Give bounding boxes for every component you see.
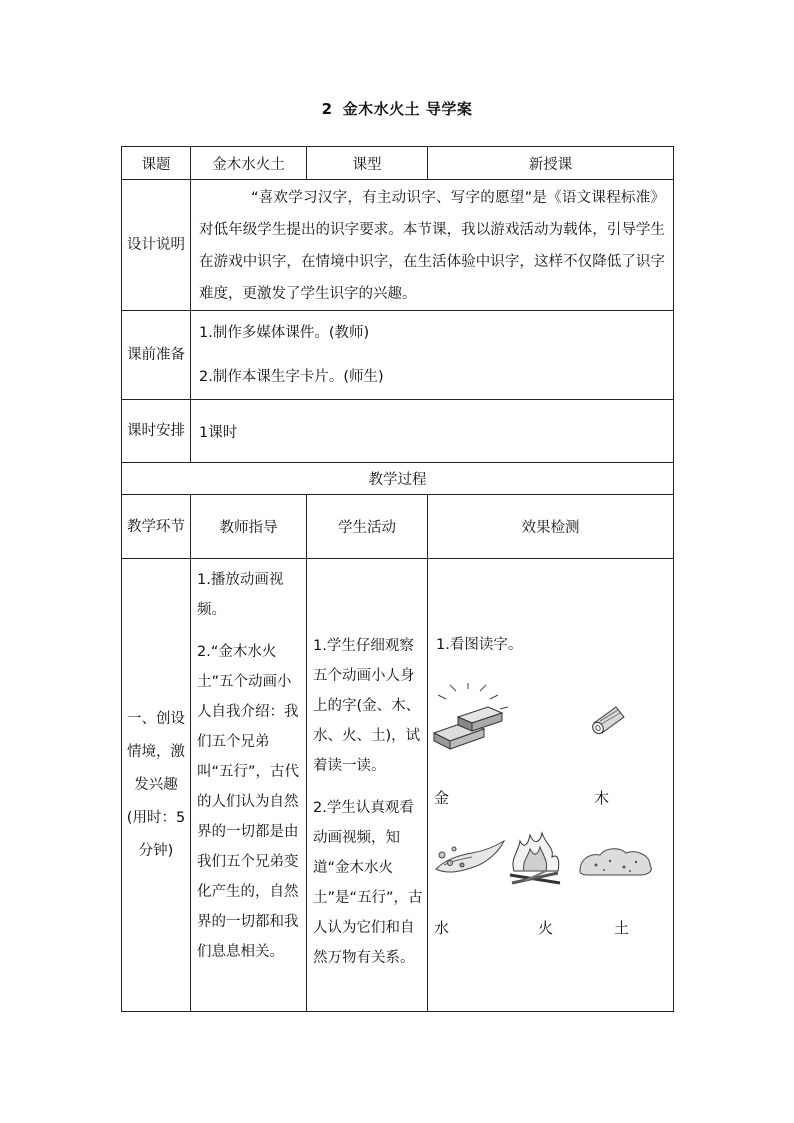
soil-mound-icon [576,843,656,879]
design-row [122,180,674,311]
prep-item: 2.制作本课生字卡片。(师生) [199,369,384,385]
hours-value: 1课时 [191,400,674,463]
lesson-plan-table [121,146,674,1012]
process-row [122,559,674,1012]
log-icon [586,699,630,739]
student-cell [307,559,428,1012]
col-header-stage: 教学环节 [122,495,191,559]
stage-cell: 一、创设情境，激发兴趣(用时：5分钟) [122,559,191,1012]
lesson-title-text: 金木水火土 导学案 [342,100,473,118]
prep-label: 课前准备 [122,311,191,400]
effect-heading: 1.看图读字。 [436,637,523,653]
prep-row [122,311,674,400]
teacher-cell [191,559,307,1012]
student-item: 2.学生认真观看动画视频，知道“金木水火土”是“五行”，古人认为它们和自然万物有关系。 [313,800,423,966]
gold-bars-icon [428,683,512,753]
col-header-student: 学生活动 [307,495,428,559]
process-header-row [122,495,674,559]
design-text: “喜欢学习汉字，有主动识字、写字的愿望”是《语文课程标准》对低年级学生提出的识字要求。本节课，我以游戏活动为载体，引导学生在游戏中识字，在情境中识字，在生活体验中识字，这样不仅降低了识字难度，更激发了学生识字的兴趣。 [199,190,665,302]
lesson-label: 课题 [122,147,191,180]
process-heading: 教学过程 [122,463,674,495]
element-label: 土 [614,919,630,937]
type-value: 新授课 [428,147,674,180]
element-label: 火 [538,919,554,937]
design-cell [191,180,674,311]
page-title [0,98,794,119]
teacher-item: 1.播放动画视频。 [197,572,284,618]
lesson-number: 2 [321,100,333,118]
col-header-teacher: 教师指导 [191,495,307,559]
prep-item: 1.制作多媒体课件。(教师) [199,325,370,341]
lesson-row [122,147,674,180]
prep-cell [191,311,674,400]
element-label: 水 [434,919,450,937]
element-label: 金 [434,789,450,807]
hours-row [122,400,674,463]
student-item: 1.学生仔细观察五个动画小人身上的字(金、木、水、火、土)，试着读一读。 [313,638,421,774]
element-label: 木 [594,789,610,807]
process-heading-row [122,463,674,495]
lesson-value: 金木水火土 [191,147,307,180]
effect-cell [428,559,674,1012]
col-header-effect: 效果检测 [428,495,674,559]
water-splash-icon [432,835,508,879]
campfire-icon [504,831,566,885]
design-label: 设计说明 [122,180,191,311]
type-label: 课型 [307,147,428,180]
hours-label: 课时安排 [122,400,191,463]
teacher-item: 2.“金木水火土”五个动画小人自我介绍：我们五个兄弟叫“五行”，古代的人们认为自然界的一切都是由我们五个兄弟变化产生的，自然界的一切都和我们息息相关。 [197,644,300,960]
